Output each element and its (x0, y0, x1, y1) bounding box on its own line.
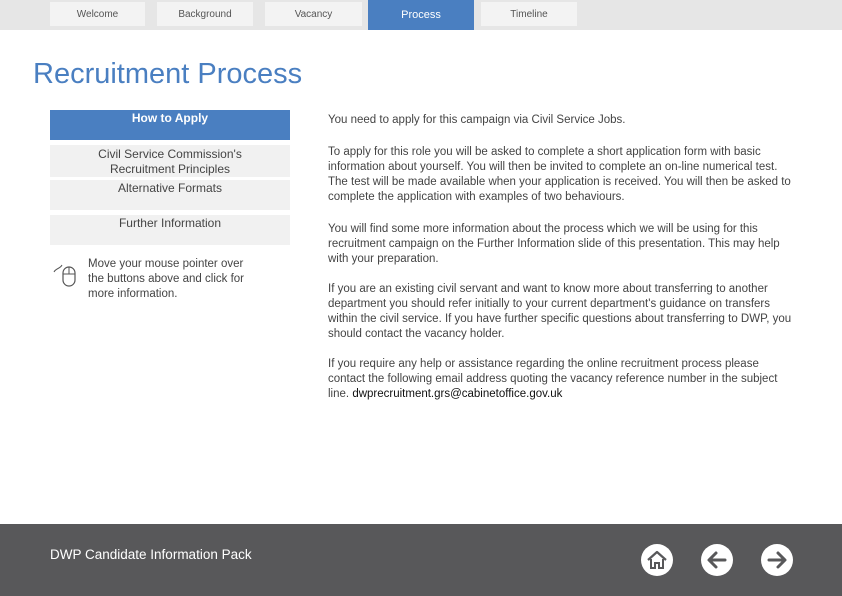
tab-vacancy[interactable]: Vacancy (265, 2, 362, 26)
menu-further-information[interactable]: Further Information (50, 215, 290, 245)
content-paragraph-3: You will find some more information about the process which we will be using for this recruitment campaign on the Further Information slide of this presentation. This may help with your preparation. (328, 223, 780, 265)
mouse-icon (52, 258, 78, 288)
menu-recruitment-principles[interactable]: Civil Service Commission's Recruitment Principles (50, 145, 290, 177)
arrow-right-icon[interactable] (760, 543, 794, 577)
content-paragraph-1: You need to apply for this campaign via Civil Service Jobs. (328, 114, 626, 126)
menu-how-to-apply[interactable]: How to Apply (50, 110, 290, 140)
page-title: Recruitment Process (33, 58, 303, 90)
menu-alternative-formats[interactable]: Alternative Formats (50, 180, 290, 210)
content-panel (328, 113, 794, 402)
hint-text: Move your mouse pointer over the buttons above and click for more information. (88, 258, 244, 300)
arrow-left-icon[interactable] (700, 543, 734, 577)
footer-label: DWP Candidate Information Pack (50, 547, 252, 562)
content-paragraph-2: To apply for this role you will be asked to complete a short application form with basic information about yourself. You will then be invited to complete an on-line numerical test. The test will be made available when your application is received. You will then be asked to complete the application with examples of two behaviours. (328, 146, 791, 203)
content-paragraph-4: If you are an existing civil servant and want to know more about transferring to another department you should refer initially to your current department's guidance on transfers within the civil service. If you have further specific questions about transferring to DWP, you should contact the vacancy holder. (328, 283, 792, 340)
help-text: If you require any help or assistance regarding the online recruitment process please contact the following email address quoting the vacancy reference number in the subject line. (328, 358, 778, 400)
tab-timeline[interactable]: Timeline (481, 2, 577, 26)
tab-welcome[interactable]: Welcome (50, 2, 145, 26)
tab-background[interactable]: Background (157, 2, 253, 26)
contact-email-link[interactable]: dwprecruitment.grs@cabinetoffice.gov.uk (352, 388, 563, 400)
footer (0, 524, 842, 596)
home-icon[interactable] (640, 543, 674, 577)
tab-process[interactable]: Process (368, 0, 474, 30)
content-paragraph-5 (328, 357, 794, 402)
top-nav-bar (0, 0, 842, 30)
